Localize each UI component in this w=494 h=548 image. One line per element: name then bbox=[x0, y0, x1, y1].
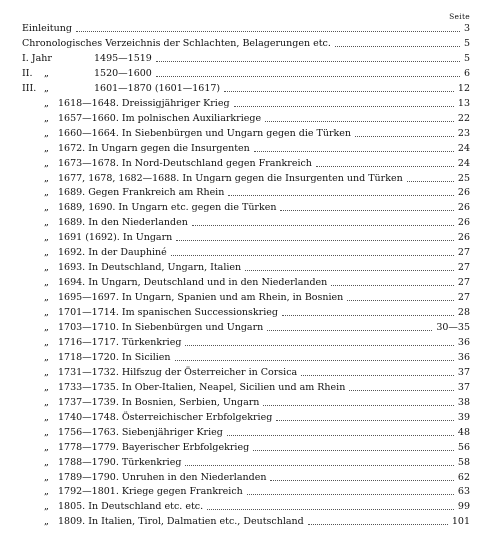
toc-entry-label: III. bbox=[22, 82, 37, 94]
toc-entry bbox=[22, 216, 470, 230]
toc-entry-title: 1731—1732. Hilfszug der Österreicher in Corsica bbox=[58, 366, 298, 378]
toc-entry-title: 1657—1660. Im polnischen Auxiliarkriege bbox=[58, 112, 262, 124]
toc-entry-leader-dots bbox=[301, 375, 454, 376]
toc-entry-page-number: 58 bbox=[457, 456, 470, 468]
toc-entry-page-number: 6 bbox=[463, 67, 470, 79]
toc-entry-title: 1691 (1692). In Ungarn bbox=[58, 232, 173, 244]
toc-entry bbox=[22, 127, 470, 141]
toc-entry-page-number: 22 bbox=[457, 112, 470, 124]
toc-entry-page-number: 26 bbox=[457, 217, 470, 229]
toc-entry-leader-dots bbox=[253, 450, 454, 451]
toc-entry bbox=[22, 231, 470, 245]
toc-entry-ditto-mark: „ bbox=[44, 366, 49, 378]
toc-entry-page-number: 27 bbox=[457, 277, 470, 289]
toc-entry-page-number: 37 bbox=[457, 381, 470, 393]
toc-entry-page-number: 24 bbox=[457, 157, 470, 169]
toc-entry-leader-dots bbox=[156, 61, 460, 62]
toc-entry-title: 1689, 1690. In Ungarn etc. gegen die Türken bbox=[58, 202, 277, 214]
toc-entry-leader-dots bbox=[254, 151, 454, 152]
toc-entry-page-number: 13 bbox=[457, 97, 470, 109]
toc-entry bbox=[22, 321, 470, 335]
toc-entry-leader-dots bbox=[308, 524, 448, 525]
toc-entry bbox=[22, 471, 470, 485]
toc-entry-ditto-mark: „ bbox=[44, 142, 49, 154]
toc-entry-ditto-mark: „ bbox=[44, 396, 49, 408]
toc-entry-title: 1677, 1678, 1682—1688. In Ungarn gegen die Insurgenten und Türken bbox=[58, 172, 403, 184]
toc-entry-ditto-mark: „ bbox=[44, 82, 49, 94]
toc-entry-page-number: 30—35 bbox=[436, 322, 470, 333]
toc-entry bbox=[22, 246, 470, 260]
toc-entry-title: 1716—1717. Türkenkrieg bbox=[58, 336, 182, 348]
toc-entry bbox=[22, 515, 470, 529]
toc-entry-title: 1740—1748. Österreichischer Erbfolgekrieg bbox=[58, 411, 273, 423]
seite-header: Seite bbox=[449, 12, 470, 21]
toc-entry-ditto-mark: „ bbox=[44, 441, 49, 453]
toc-entry-ditto-mark: „ bbox=[44, 172, 49, 184]
toc-entry-title: 1778—1779. Bayerischer Erbfolgekrieg bbox=[58, 441, 250, 453]
toc-entry bbox=[22, 261, 470, 275]
toc-entry-leader-dots bbox=[335, 46, 460, 47]
toc-entry-page-number: 12 bbox=[457, 82, 470, 94]
toc-entry bbox=[22, 351, 470, 365]
toc-entry bbox=[22, 366, 470, 380]
toc-entry-ditto-mark: „ bbox=[44, 486, 49, 498]
toc-entry-title: 1693. In Deutschland, Ungarn, Italien bbox=[58, 262, 242, 274]
toc-entry bbox=[22, 97, 470, 111]
toc-entry-page-number: 25 bbox=[457, 172, 470, 184]
toc-entry-title: 1660—1664. In Siebenbürgen und Ungarn gegen die Türken bbox=[58, 127, 352, 139]
toc-entry-leader-dots bbox=[76, 31, 460, 32]
toc-entry-title: 1733—1735. In Ober-Italien, Neapel, Sicilien und am Rhein bbox=[58, 381, 346, 393]
toc-entry-title: 1701—1714. Im spanischen Successionskrieg bbox=[58, 307, 278, 319]
toc-entry-ditto-mark: „ bbox=[44, 516, 49, 528]
toc-entry-ditto-mark: „ bbox=[44, 97, 49, 109]
toc-entry-page-number: 26 bbox=[457, 232, 470, 244]
toc-entry-leader-dots bbox=[224, 91, 454, 92]
toc-entry-title: 1756—1763. Siebenjähriger Krieg bbox=[58, 426, 223, 438]
toc-entry-title: 1495—1519 bbox=[94, 52, 152, 64]
toc-entry-leader-dots bbox=[247, 494, 454, 495]
toc-entry-page-number: 26 bbox=[457, 202, 470, 214]
toc-entry-ditto-mark: „ bbox=[44, 217, 49, 229]
toc-entry-page-number: 27 bbox=[457, 247, 470, 259]
toc-entry-ditto-mark: „ bbox=[44, 67, 49, 79]
toc-entry-ditto-mark: „ bbox=[44, 322, 49, 333]
toc-entry-ditto-mark: „ bbox=[44, 202, 49, 214]
toc-entry-ditto-mark: „ bbox=[44, 426, 49, 438]
toc-entry bbox=[22, 411, 470, 425]
toc-entry-page-number: 62 bbox=[457, 471, 470, 483]
toc-entry-ditto-mark: „ bbox=[44, 501, 49, 513]
toc-entry-page-number: 63 bbox=[457, 486, 470, 498]
toc-entry bbox=[22, 186, 470, 200]
toc-entry bbox=[22, 441, 470, 455]
toc-entry-leader-dots bbox=[263, 405, 454, 406]
toc-entry-leader-dots bbox=[192, 225, 454, 226]
toc-entry-ditto-mark: „ bbox=[44, 157, 49, 169]
toc-entry-page-number: 36 bbox=[457, 336, 470, 348]
toc-entry-page-number: 27 bbox=[457, 262, 470, 274]
toc-entry bbox=[22, 82, 470, 96]
toc-entry-leader-dots bbox=[228, 195, 454, 196]
toc-entry-leader-dots bbox=[227, 435, 454, 436]
toc-entry bbox=[22, 142, 470, 156]
toc-entry bbox=[22, 276, 470, 290]
toc-entry bbox=[22, 157, 470, 171]
toc-entry-leader-dots bbox=[207, 509, 454, 510]
toc-entry-page-number: 24 bbox=[457, 142, 470, 154]
toc-entry bbox=[22, 172, 470, 186]
toc-entry-ditto-mark: „ bbox=[44, 262, 49, 274]
toc-entry-title: 1792—1801. Kriege gegen Frankreich bbox=[58, 486, 243, 498]
toc-entry-page-number: 23 bbox=[457, 127, 470, 139]
toc-entry bbox=[22, 112, 470, 126]
toc-entry-title: 1689. In den Niederlanden bbox=[58, 217, 188, 229]
toc-entry-page-number: 26 bbox=[457, 187, 470, 199]
toc-entry-leader-dots bbox=[407, 181, 454, 182]
toc-entry-title: 1520—1600 bbox=[94, 67, 152, 79]
toc-entry-page-number: 27 bbox=[457, 292, 470, 304]
toc-entry-leader-dots bbox=[176, 240, 454, 241]
toc-entry-page-number: 5 bbox=[463, 52, 470, 64]
toc-entry-ditto-mark: „ bbox=[44, 381, 49, 393]
toc-entry-leader-dots bbox=[280, 210, 453, 211]
toc-entry-page-number: 99 bbox=[457, 501, 470, 513]
toc-entry bbox=[22, 52, 470, 66]
toc-entry-title: 1689. Gegen Frankreich am Rhein bbox=[58, 187, 225, 199]
toc-entry-title: 1809. In Italien, Tirol, Dalmatien etc., Deutschland bbox=[58, 516, 304, 528]
toc-entry-leader-dots bbox=[276, 420, 454, 421]
toc-entry-title: 1718—1720. In Sicilien bbox=[58, 351, 171, 363]
toc-entry-title: 1695—1697. In Ungarn, Spanien und am Rhein, in Bosnien bbox=[58, 292, 344, 304]
toc-entry-title: Chronologisches Verzeichnis der Schlachten, Belagerungen etc. bbox=[22, 37, 331, 49]
toc-entry-ditto-mark: „ bbox=[44, 232, 49, 244]
toc-entry-ditto-mark: „ bbox=[44, 112, 49, 124]
toc-entry-leader-dots bbox=[175, 360, 454, 361]
toc-entry-title: 1789—1790. Unruhen in den Niederlanden bbox=[58, 471, 267, 483]
toc-entry-page-number: 3 bbox=[463, 23, 470, 34]
toc-entry-leader-dots bbox=[185, 465, 453, 466]
toc-entry-title: 1673—1678. In Nord-Deutschland gegen Frankreich bbox=[58, 157, 312, 169]
toc-entry-page-number: 36 bbox=[457, 351, 470, 363]
toc-entry-leader-dots bbox=[265, 121, 454, 122]
toc-entry-page-number: 5 bbox=[463, 37, 470, 49]
toc-entry bbox=[22, 396, 470, 410]
toc-entry-leader-dots bbox=[349, 390, 454, 391]
toc-entry bbox=[22, 485, 470, 499]
toc-entry-leader-dots bbox=[156, 76, 460, 77]
toc-entry-leader-dots bbox=[355, 136, 454, 137]
toc-entry-title: 1672. In Ungarn gegen die Insurgenten bbox=[58, 142, 250, 154]
toc-entry-leader-dots bbox=[185, 345, 453, 346]
toc-entry-ditto-mark: „ bbox=[44, 456, 49, 468]
toc-entry-title: 1737—1739. In Bosnien, Serbien, Ungarn bbox=[58, 396, 260, 408]
toc-entry-title: 1692. In der Dauphiné bbox=[58, 247, 167, 259]
toc-entry bbox=[22, 456, 470, 470]
toc-entry bbox=[22, 291, 470, 305]
toc-entry-leader-dots bbox=[270, 480, 453, 481]
toc-entry-ditto-mark: „ bbox=[44, 292, 49, 304]
toc-entry-leader-dots bbox=[171, 255, 454, 256]
toc-entry bbox=[22, 67, 470, 81]
toc-entry-ditto-mark: „ bbox=[44, 127, 49, 139]
toc-entry-leader-dots bbox=[267, 330, 432, 331]
toc-entry bbox=[22, 22, 470, 36]
toc-entry-ditto-mark: „ bbox=[44, 307, 49, 319]
toc-entry-title: 1788—1790. Türkenkrieg bbox=[58, 456, 182, 468]
toc-entry-leader-dots bbox=[234, 106, 454, 107]
toc-entry-ditto-mark: „ bbox=[44, 277, 49, 289]
toc-entry-ditto-mark: „ bbox=[44, 336, 49, 348]
toc-entry-leader-dots bbox=[347, 300, 454, 301]
toc-entry-ditto-mark: „ bbox=[44, 471, 49, 483]
toc-entry-title: 1618—1648. Dreissigjähriger Krieg bbox=[58, 97, 230, 109]
toc-entry-ditto-mark: „ bbox=[44, 351, 49, 363]
toc-entry-title: 1601—1870 (1601—1617) bbox=[94, 82, 221, 94]
toc-entry-page-number: 56 bbox=[457, 441, 470, 453]
toc-entry bbox=[22, 500, 470, 514]
toc-entry-page-number: 48 bbox=[457, 426, 470, 438]
toc-entry-page-number: 101 bbox=[451, 516, 470, 528]
toc-entry-ditto-mark: „ bbox=[44, 247, 49, 259]
toc-entry-label: I. Jahr bbox=[22, 52, 52, 64]
toc-entry-title: Einleitung bbox=[22, 23, 72, 34]
toc-entry-leader-dots bbox=[316, 166, 454, 167]
toc-entry-ditto-mark: „ bbox=[44, 411, 49, 423]
toc-entry-page-number: 39 bbox=[457, 411, 470, 423]
toc-entry bbox=[22, 426, 470, 440]
toc-entry-label: II. bbox=[22, 67, 33, 79]
toc-entry bbox=[22, 381, 470, 395]
toc-entry-leader-dots bbox=[331, 285, 454, 286]
toc-entry bbox=[22, 336, 470, 350]
toc-entry bbox=[22, 306, 470, 320]
toc-entry bbox=[22, 201, 470, 215]
toc-entry bbox=[22, 37, 470, 51]
toc-entry-page-number: 38 bbox=[457, 396, 470, 408]
toc-entry-leader-dots bbox=[282, 315, 454, 316]
toc-entry-title: 1703—1710. In Siebenbürgen und Ungarn bbox=[58, 322, 264, 333]
toc-entry-title: 1694. In Ungarn, Deutschland und in den Niederlanden bbox=[58, 277, 328, 289]
toc-entry-page-number: 28 bbox=[457, 307, 470, 319]
toc-entry-ditto-mark: „ bbox=[44, 187, 49, 199]
toc-entry-page-number: 37 bbox=[457, 366, 470, 378]
toc-entry-leader-dots bbox=[245, 270, 454, 271]
toc-entry-title: 1805. In Deutschland etc. etc. bbox=[58, 501, 204, 513]
